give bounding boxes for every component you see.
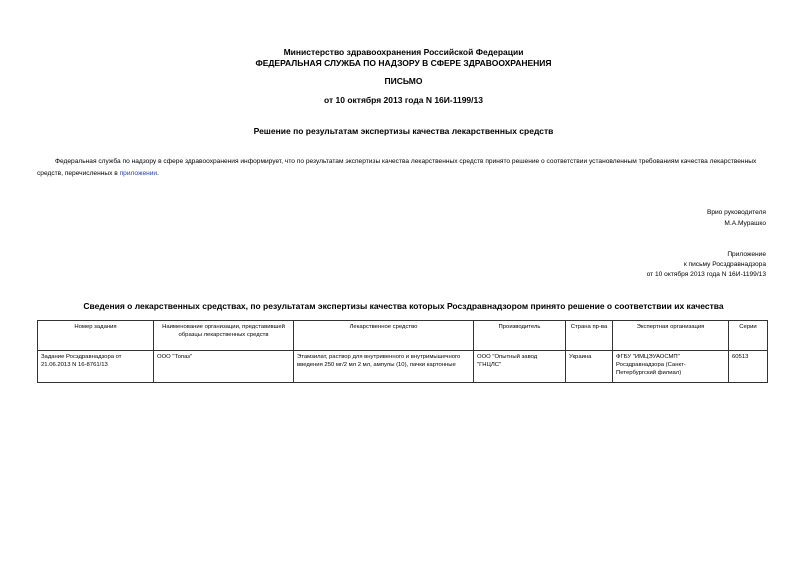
column-header-country: Страна пр-ва [566, 321, 613, 351]
appendix-link[interactable]: приложении [119, 169, 158, 177]
column-header-organization: Наименование организации, представившей образцы лекарственных средств [154, 321, 294, 351]
cell-manufacturer: ООО "Опытный завод "ГНЦЛС" [474, 351, 566, 383]
table-header-row [38, 321, 768, 351]
table-row [38, 351, 768, 383]
cell-task-number: Задание Росздравнадзора от 21.06.2013 N 16-8761/13 [38, 351, 154, 383]
column-header-task-number: Номер задания [38, 321, 154, 351]
intro-text: Федеральная служба по надзору в сфере здравоохранения информирует, что по результатам экспертизы качества лекарственных средств принято решение о соответствии установленным требованиям качества лекарственных средств, перечисленных в [37, 158, 757, 177]
medicines-table [37, 320, 768, 383]
cell-series: 60513 [729, 351, 768, 383]
intro-end: . [157, 169, 159, 177]
signature-position: Врио руководителя [706, 209, 766, 216]
cell-organization: ООО "Топаз" [154, 351, 294, 383]
ministry-name: Министерство здравоохранения Российской Федерации [283, 47, 524, 57]
cell-medicine: Этамзилат, раствор для внутривенного и внутримышечного введения 250 мг/2 мл 2 мл, ампулы (10), пачки картонные [294, 351, 474, 383]
table-title: Сведения о лекарственных средствах, по результатам экспертизы качества которых Росздравнадзором принято решение о соответствии их качества [83, 301, 724, 311]
appendix-label: Приложение [727, 251, 766, 258]
column-header-series: Серии [729, 321, 768, 351]
column-header-manufacturer: Производитель [474, 321, 566, 351]
appendix-to-letter: к письму Росздравнадзора [683, 261, 766, 268]
column-header-medicine: Лекарственное средство [294, 321, 474, 351]
cell-expert-organization: ФГБУ "ИМЦЭУАОСМП" Росздравнадзора (Санкт-Петербургский филиал) [613, 351, 729, 383]
cell-country: Украина [566, 351, 613, 383]
appendix-date-number: от 10 октября 2013 года N 16И-1199/13 [646, 271, 766, 278]
document-type: ПИСЬМО [384, 76, 423, 86]
service-name: ФЕДЕРАЛЬНАЯ СЛУЖБА ПО НАДЗОРУ В СФЕРЕ ЗДРАВООХРАНЕНИЯ [255, 58, 552, 68]
signature-name: М.А.Мурашко [724, 220, 766, 227]
column-header-expert-organization: Экспертная организация [613, 321, 729, 351]
document-subject: Решение по результатам экспертизы качества лекарственных средств [253, 126, 554, 136]
intro-paragraph [37, 156, 771, 179]
document-date-number: от 10 октября 2013 года N 16И-1199/13 [324, 95, 483, 105]
